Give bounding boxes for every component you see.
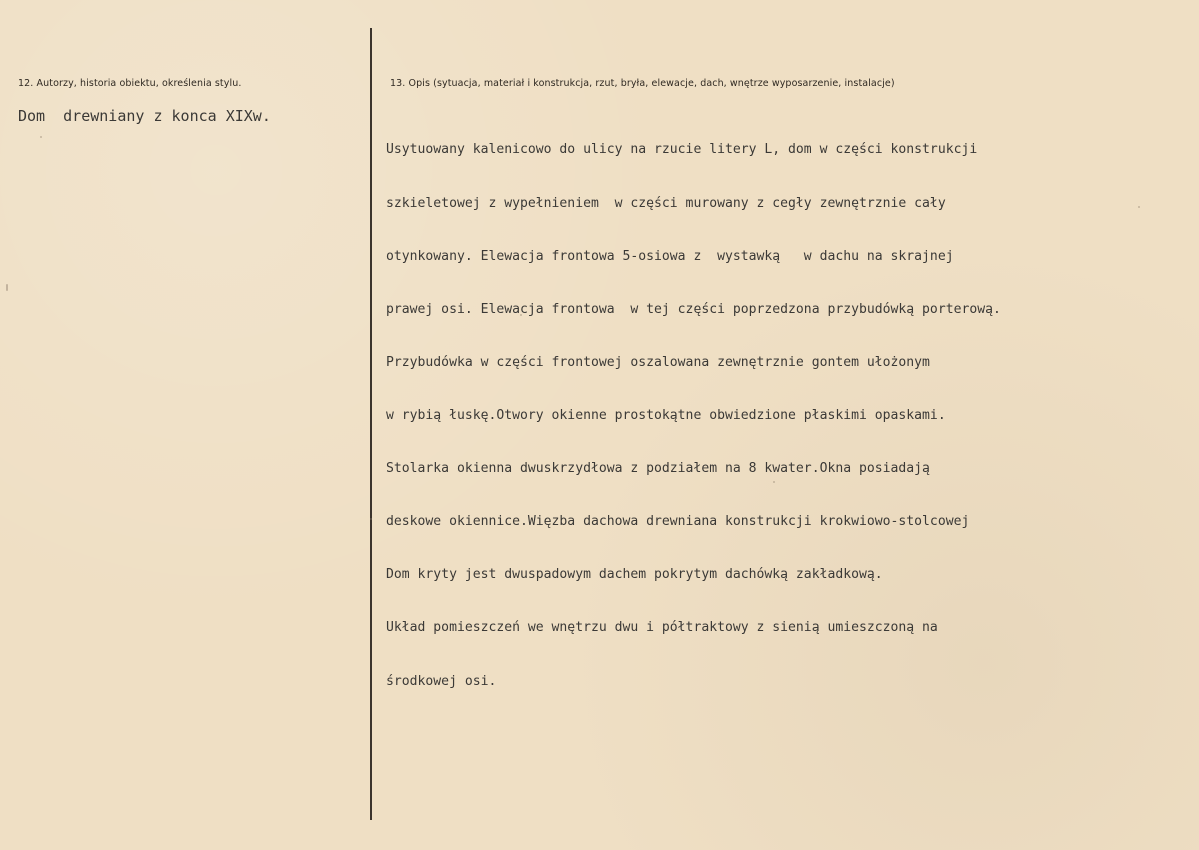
paper-speck — [6, 284, 8, 291]
paper-speck — [520, 314, 522, 316]
section-12-text: Dom drewniany z konca XIXw. — [18, 107, 271, 125]
paper-speck — [40, 136, 42, 138]
section-12-label: 12. Autorzy, historia obiektu, określenia stylu. — [18, 78, 242, 89]
column-divider — [370, 28, 372, 820]
section-13-text-block — [386, 106, 1001, 726]
section-13-line: w rybią łuskę.Otwory okienne prostokątne obwiedzione płaskimi opaskami. — [386, 407, 946, 423]
section-13-label: 13. Opis (sytuacja, materiał i konstrukcja, rzut, bryła, elewacje, dach, wnętrze wyposarzenie, instalacje) — [390, 78, 895, 89]
section-13-line: otynkowany. Elewacja frontowa 5-osiowa z wystawką w dachu na skrajnej — [386, 248, 954, 264]
paper-speck — [1138, 206, 1140, 208]
section-13-line: Układ pomieszczeń we wnętrzu dwu i półtraktowy z sienią umieszczoną na — [386, 620, 938, 636]
section-13-line: Dom kryty jest dwuspadowym dachem pokrytym dachówką zakładkową. — [386, 567, 883, 583]
paper-speck — [370, 518, 372, 520]
section-13-line: deskowe okiennice.Więzba dachowa drewniana konstrukcji krokwiowo-stolcowej — [386, 514, 970, 530]
section-13-line: szkieletowej z wypełnieniem w części murowany z cegły zewnętrznie cały — [386, 195, 946, 211]
section-13-line: środkowej osi. — [386, 673, 497, 689]
section-13-line: Przybudówka w części frontowej oszalowana zewnętrznie gontem ułożonym — [386, 354, 930, 370]
section-13-line: Usytuowany kalenicowo do ulicy na rzucie litery L, dom w części konstrukcji — [386, 142, 978, 158]
paper-speck — [773, 481, 775, 483]
section-13-line: prawej osi. Elewacja frontowa w tej części poprzedzona przybudówką porterową. — [386, 301, 1001, 317]
section-13-line: Stolarka okienna dwuskrzydłowa z podziałem na 8 kwater.Okna posiadają — [386, 461, 930, 477]
